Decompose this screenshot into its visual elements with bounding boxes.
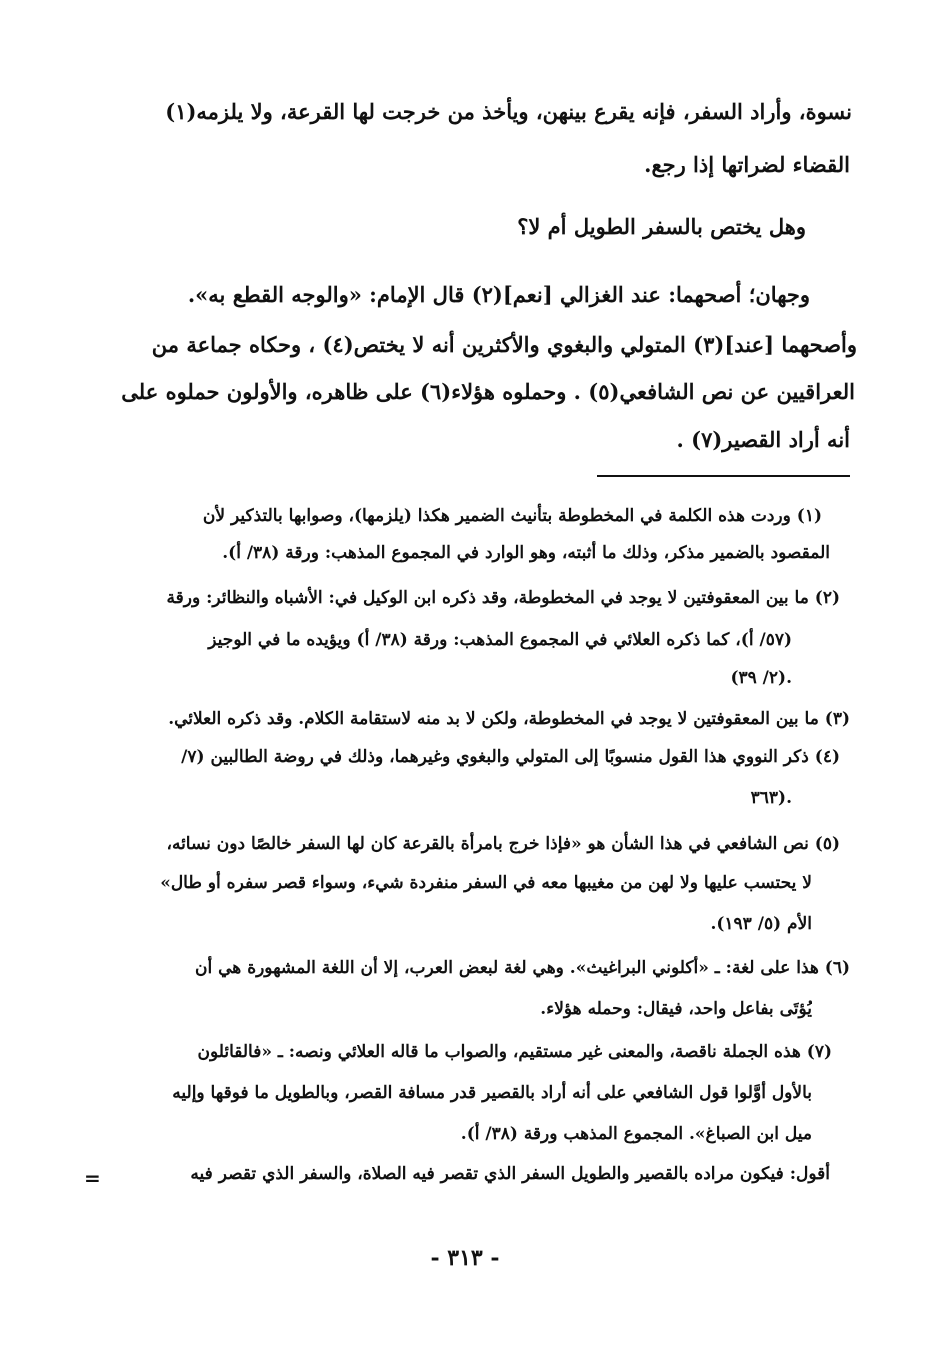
main-line-1: نسوة، وأراد السفر، فإنه يقرع بينهن، ويأخذ من خرجت لها القرعة، ولا يلزمه(١) — [165, 99, 852, 124]
footnote-1-line-1: (١) وردت هذه الكلمة في المخطوطة بتأنيث الضمير هكذا (يلزمها)، وصوابها بالتذكير لأن — [202, 506, 822, 526]
main-line-2: القضاء لضراتها إذا رجع. — [644, 152, 850, 177]
footnote-separator — [597, 475, 850, 477]
page-number: - ٣١٣ - — [430, 1245, 500, 1271]
main-line-3: وهل يختص بالسفر الطويل أم لا؟ — [517, 214, 806, 239]
footnote-6-line-2: يُؤتَى بفاعل واحد، فيقال: وحمله هؤلاء. — [540, 999, 812, 1019]
footnote-2-line-2: (٥٧/ أ)، كما ذكره العلائي في المجموع المذهب: ورقة (٣٨/ أ) ويؤيده ما في الوجيز — [208, 630, 792, 650]
footnote-1-line-2: المقصود بالضمير مذكر، وذلك ما أثبته، وهو الوارد في المجموع المذهب: ورقة (٣٨/ أ). — [222, 543, 830, 563]
footnote-7-line-3: ميل ابن الصباغ». المجموع المذهب ورقة (٣٨/ أ). — [460, 1124, 812, 1144]
footnote-7-line-2: بالأول أوَّلوا قول الشافعي على أنه أراد بالقصير قدر مسافة القصر، وبالطويل ما فوقها وإليه — [172, 1083, 812, 1103]
footnote-continuation: أقول: فيكون مراده بالقصير والطويل السفر الذي تقصر فيه الصلاة، والسفر الذي تقصر فيه — [190, 1164, 830, 1184]
footnote-4-line-2: ٣٦٣). — [750, 788, 792, 808]
main-line-7: أنه أراد القصير(٧) . — [676, 427, 850, 452]
continuation-mark: = — [84, 1166, 101, 1190]
footnote-5-line-3: الأم (٥/ ١٩٣). — [710, 914, 812, 934]
footnote-7-line-1: (٧) هذه الجملة ناقصة، والمعنى غير مستقيم، والصواب ما قاله العلائي ونصه: ـ «فالقائلون — [197, 1042, 832, 1062]
main-line-4: وجهان؛ أصحهما: عند الغزالي [نعم](٢) قال الإمام: «والوجه القطع به». — [187, 282, 810, 307]
footnote-2-line-1: (٢) ما بين المعقوفتين لا يوجد في المخطوطة، وقد ذكره ابن الوكيل في: الأشباه والنظائر: ورقة — [166, 588, 840, 608]
footnote-5-line-1: (٥) نص الشافعي في هذا الشأن هو «فإذا خرج بامرأة بالقرعة كان لها السفر خالصًا دون نسائه، — [166, 834, 840, 854]
footnote-4-line-1: (٤) ذكر النووي هذا القول منسوبًا إلى المتولي والبغوي وغيرهما، وذلك في روضة الطالبين (٧/ — [181, 747, 840, 767]
footnote-6-line-1: (٦) هذا على لغة: ـ «أكلوني البراغيث». وهي لغة لبعض العرب، إلا أن اللغة المشهورة هي أن — [195, 958, 850, 978]
main-line-5: وأصحهما [عند](٣) المتولي والبغوي والأكثرين أنه لا يختص(٤) ، وحكاه جماعة من — [151, 332, 857, 357]
footnote-3: (٣) ما بين المعقوفتين لا يوجد في المخطوطة، ولكن لا بد منه لاستقامة الكلام. وقد ذكره العلائي. — [168, 709, 850, 729]
main-line-6: العراقيين عن نص الشافعي(٥) . وحملوه هؤلاء(٦) على ظاهره، والأولون حملوه على — [121, 379, 855, 404]
footnote-2-line-3: (٢/ ٣٩). — [730, 668, 792, 688]
footnote-5-line-2: لا يحتسب عليها ولا لهن من مغيبها معه في السفر منفردة شيء، وسواء قصر سفره أو طال» — [160, 873, 812, 893]
